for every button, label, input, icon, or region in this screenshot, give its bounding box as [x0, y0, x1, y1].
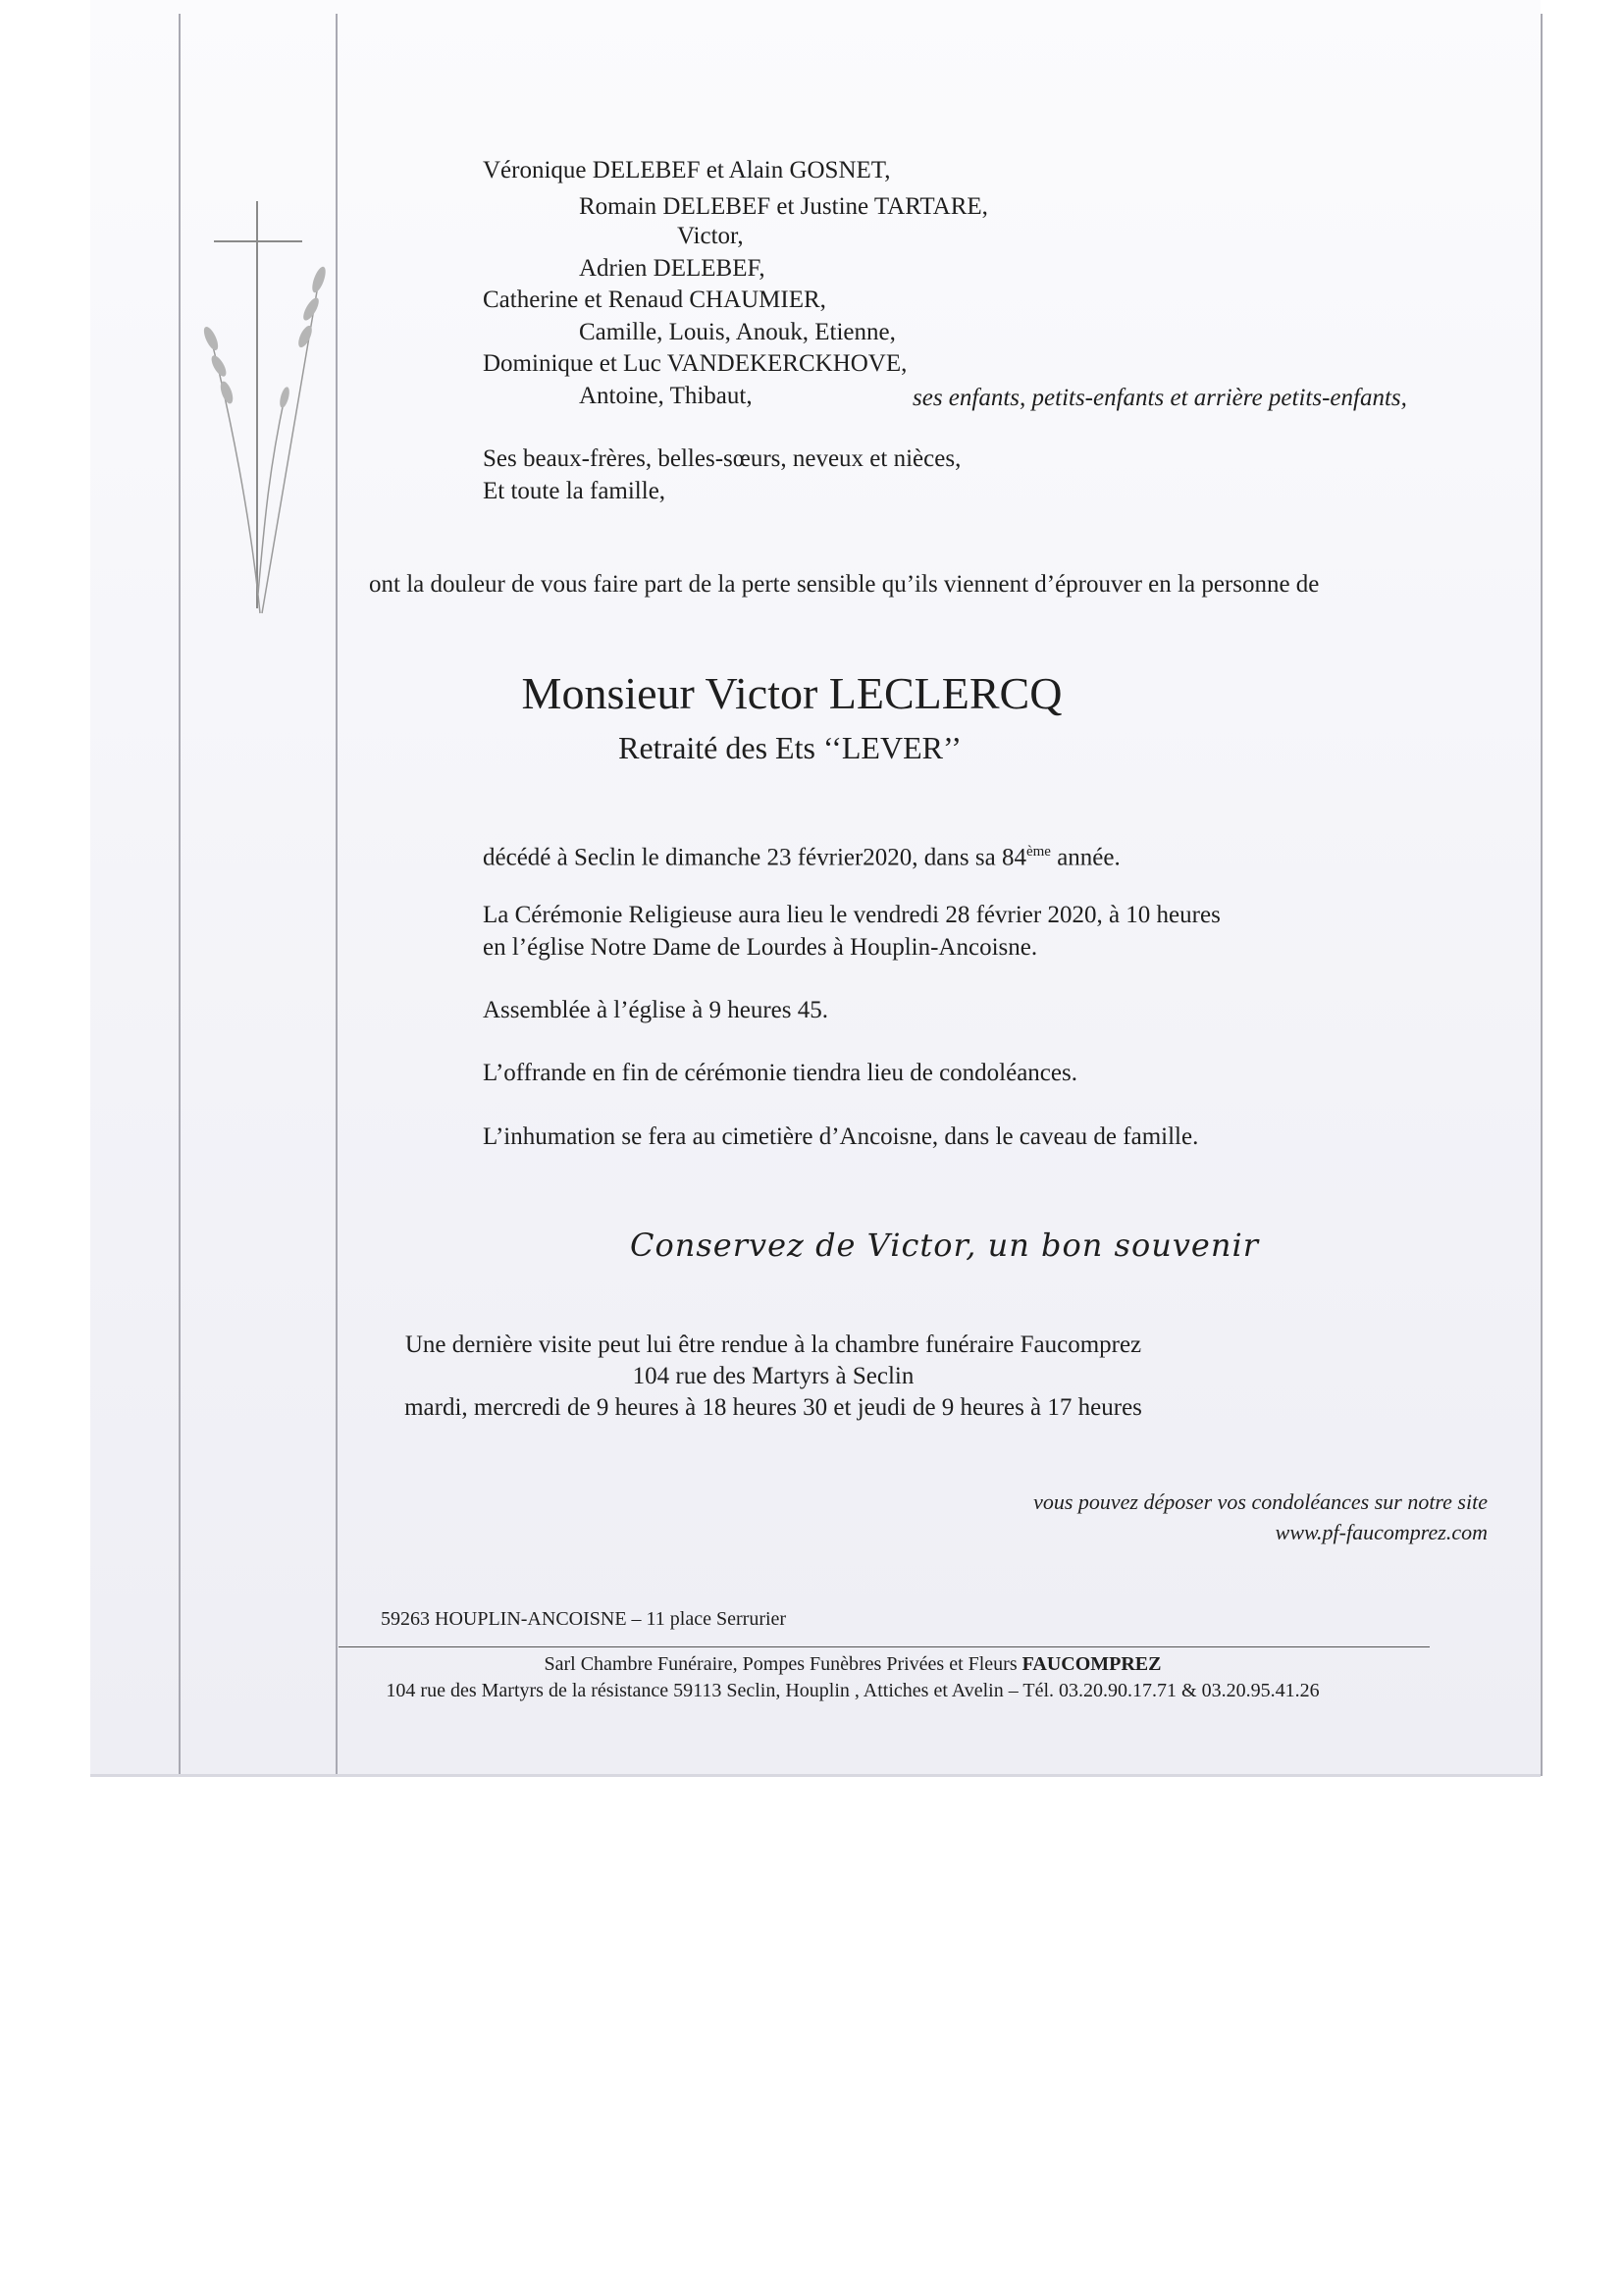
deceased-subtitle-text: Retraité des Ets ‘‘LEVER’’ — [618, 730, 962, 765]
family-line-10: Et toute la famille, — [483, 478, 666, 504]
footer-line-2-text: 104 rue des Martyrs de la résistance 59113 Seclin, Houplin , Attiches et Avelin – Tél. 03.20.90.17.71 & 03.20.95.41.26 — [386, 1680, 1320, 1701]
family-relation: ses enfants, petits-enfants et arrière petits-enfants, — [913, 385, 1407, 411]
ceremony-line-1: La Cérémonie Religieuse aura lieu le vendredi 28 février 2020, à 10 heures — [483, 902, 1221, 928]
right-border-line — [1541, 14, 1543, 1776]
footer-line-1-text: Sarl Chambre Funéraire, Pompes Funèbres Privées et Fleurs — [544, 1653, 1022, 1675]
deceased-name-text: Monsieur Victor LECLERCQ — [521, 668, 1063, 718]
visit-line-2-text: 104 rue des Martyrs à Seclin — [632, 1363, 915, 1389]
visit-line-3 — [0, 1392, 1623, 1423]
family-line-1: Véronique DELEBEF et Alain GOSNET, — [483, 157, 891, 183]
family-line-3: Victor, — [677, 223, 744, 249]
offering-line: L’offrande en fin de cérémonie tiendra lieu de condoléances. — [483, 1060, 1077, 1086]
death-notice-end: année. — [1050, 844, 1121, 871]
online-condolences-text: vous pouvez déposer vos condoléances sur notre site — [1033, 1489, 1488, 1514]
online-condolences-url[interactable]: www.pf-faucomprez.com — [1275, 1520, 1488, 1544]
visit-line-1-text: Une dernière visite peut lui être rendue à la chambre funéraire Faucomprez — [404, 1331, 1142, 1358]
death-notice-sup: ème — [1025, 844, 1051, 860]
family-line-4: Adrien DELEBEF, — [579, 255, 765, 282]
ceremony-line-2: en l’église Notre Dame de Lourdes à Houplin-Ancoisne. — [483, 934, 1038, 961]
family-line-5: Catherine et Renaud CHAUMIER, — [483, 287, 826, 313]
family-line-9: Ses beaux-frères, belles-sœurs, neveux et nièces, — [483, 445, 962, 472]
family-line-8: Antoine, Thibaut, — [579, 383, 753, 409]
death-notice — [483, 837, 1121, 872]
family-line-2: Romain DELEBEF et Justine TARTARE, — [579, 193, 988, 220]
footer-brand: FAUCOMPREZ — [1021, 1653, 1162, 1675]
footer-line-1 — [0, 1651, 1623, 1677]
family-line-7: Dominique et Luc VANDEKERCKHOVE, — [483, 350, 908, 377]
death-notice-text: décédé à Seclin le dimanche 23 février2020, dans sa 84 — [483, 844, 1026, 871]
deceased-subtitle — [0, 728, 1623, 767]
assembly-line: Assemblée à l’église à 9 heures 45. — [483, 997, 828, 1023]
family-line-6: Camille, Louis, Anouk, Etienne, — [579, 319, 896, 345]
footer-line-2 — [0, 1678, 1623, 1703]
footer-separator — [339, 1646, 1430, 1647]
visit-line-1 — [0, 1330, 1623, 1360]
left-border-line — [179, 14, 181, 1776]
visit-line-2 — [0, 1361, 1623, 1391]
visit-line-3-text: mardi, mercredi de 9 heures à 18 heures 30 et jeudi de 9 heures à 17 heures — [404, 1394, 1142, 1421]
sheet-bottom-edge — [90, 1774, 1541, 1777]
family-address: 59263 HOUPLIN-ANCOISNE – 11 place Serrurier — [381, 1608, 787, 1630]
motto-text: Conservez de Victor, un bon souvenir — [630, 1226, 1259, 1264]
announcement-text: ont la douleur de vous faire part de la perte sensible qu’ils viennent d’éprouver en la personne de — [369, 571, 1320, 598]
deceased-name — [0, 667, 1623, 720]
burial-line: L’inhumation se fera au cimetière d’Ancoisne, dans le caveau de famille. — [483, 1123, 1199, 1150]
